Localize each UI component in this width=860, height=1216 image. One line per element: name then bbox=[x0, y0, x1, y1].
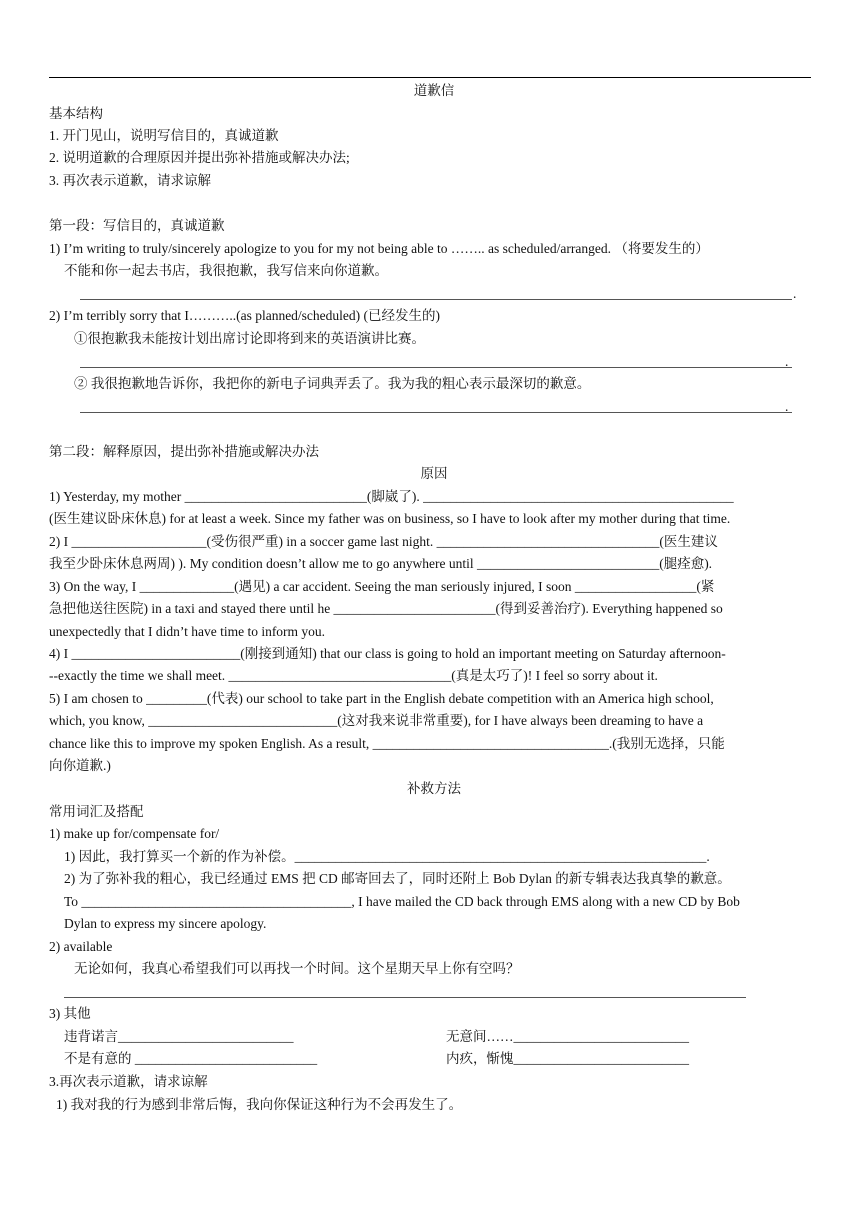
period: . bbox=[785, 399, 789, 414]
text-line: unexpectedly that I didn’t have time to inform you. bbox=[49, 624, 326, 639]
text-line: 2) I’m terribly sorry that I………..(as planned/scheduled) (已经发生的) bbox=[49, 308, 441, 323]
text-line: 2) available bbox=[49, 939, 113, 954]
top-rule bbox=[49, 77, 811, 78]
text-line: ② 我很抱歉地告诉你，我把你的新电子词典弄丢了。我为我的粗心表示最深切的歉意。 bbox=[74, 376, 591, 391]
period: . bbox=[793, 286, 797, 301]
text-line: Dylan to express my sincere apology. bbox=[64, 916, 267, 931]
paragraph-heading: 3.再次表示道歉，请求谅解 bbox=[49, 1074, 208, 1089]
section-heading: 基本结构 bbox=[49, 106, 103, 121]
answer-line[interactable] bbox=[64, 996, 746, 998]
structure-item: 3. 再次表示道歉，请求谅解 bbox=[49, 173, 211, 188]
vocab-item: 违背诺言__________________________ bbox=[64, 1029, 294, 1044]
text-line: To ________________________________________, I have mailed the CD back through EMS along with a new CD by Bob bbox=[64, 894, 740, 909]
text-line: 向你道歉.) bbox=[49, 758, 111, 773]
period: . bbox=[785, 354, 789, 369]
text-line: 1) 我对我的行为感到非常后悔，我向你保证这种行为不会再发生了。 bbox=[56, 1097, 463, 1112]
paragraph-heading: 第一段：写信目的，真诚道歉 bbox=[49, 218, 225, 233]
subheading: 原因 bbox=[420, 466, 448, 481]
answer-line[interactable] bbox=[80, 298, 792, 300]
text-line: 2) I ____________________(受伤很严重) in a soccer game last night. _________________________________(医生建议 bbox=[49, 534, 718, 549]
text-line: --exactly the time we shall meet. _________________________________(真是太巧了)! I feel so sorry about it. bbox=[49, 668, 658, 683]
text-line: 无论如何，我真心希望我们可以再找一个时间。这个星期天早上你有空吗？ bbox=[74, 961, 520, 976]
text-line: 急把他送往医院) in a taxi and stayed there until he ________________________(得到妥善治疗). Everything happened so bbox=[49, 601, 723, 616]
text-line: 4) I _________________________(刚接到通知) that our class is going to hold an important meeting on Saturday afternoon- bbox=[49, 646, 726, 661]
vocab-item: 无意间……__________________________ bbox=[446, 1029, 689, 1044]
text-line: 1) I’m writing to truly/sincerely apologize to you for my not being able to …….. as scheduled/arranged. （将要发生的） bbox=[49, 241, 709, 256]
paragraph-heading: 第二段：解释原因，提出弥补措施或解决办法 bbox=[49, 444, 319, 459]
structure-item: 2. 说明道歉的合理原因并提出弥补措施或解决办法; bbox=[49, 150, 350, 165]
text-line: (医生建议卧床休息) for at least a week. Since my father was on business, so I have to look after my mother during that time. bbox=[49, 511, 731, 526]
text-line: 常用词汇及搭配 bbox=[49, 804, 144, 819]
text-line: 1) 因此，我打算买一个新的作为补偿。_____________________________________________________________. bbox=[64, 849, 710, 864]
text-line: 1) Yesterday, my mother ___________________________(脚崴了). ______________________________________________ bbox=[49, 489, 734, 504]
text-line: chance like this to improve my spoken English. As a result, ___________________________________.(我别无选择，只能 bbox=[49, 736, 725, 751]
text-line: 3) 其他 bbox=[49, 1006, 91, 1021]
subheading: 补救方法 bbox=[407, 781, 461, 796]
text-line: 2) 为了弥补我的粗心，我已经通过 EMS 把 CD 邮寄回去了，同时还附上 Bob Dylan 的新专辑表达我真挚的歉意。 bbox=[64, 871, 731, 886]
vocab-item: 内疚，惭愧__________________________ bbox=[446, 1051, 689, 1066]
text-line: 1) make up for/compensate for/ bbox=[49, 826, 220, 841]
text-line: 5) I am chosen to _________(代表) our school to take part in the English debate competition with an America high school, bbox=[49, 691, 714, 706]
text-line: ①很抱歉我未能按计划出席讨论即将到来的英语演讲比赛。 bbox=[74, 331, 425, 346]
answer-line[interactable] bbox=[80, 366, 792, 368]
answer-line[interactable] bbox=[80, 411, 792, 413]
page-title: 道歉信 bbox=[413, 83, 455, 98]
structure-item: 1. 开门见山，说明写信目的，真诚道歉 bbox=[49, 128, 279, 143]
text-line: 我至少卧床休息两周) ). My condition doesn’t allow me to go anywhere until ___________________________(腿痊愈). bbox=[49, 556, 713, 571]
text-line: 3) On the way, I ______________(遇见) a car accident. Seeing the man seriously injured, I soon __________________(紧 bbox=[49, 579, 715, 594]
text-line: 不能和你一起去书店，我很抱歉，我写信来向你道歉。 bbox=[64, 263, 388, 278]
vocab-item: 不是有意的 ___________________________ bbox=[64, 1051, 318, 1066]
text-line: which, you know, ____________________________(这对我来说非常重要), for I have always been dreaming to have a bbox=[49, 713, 704, 728]
